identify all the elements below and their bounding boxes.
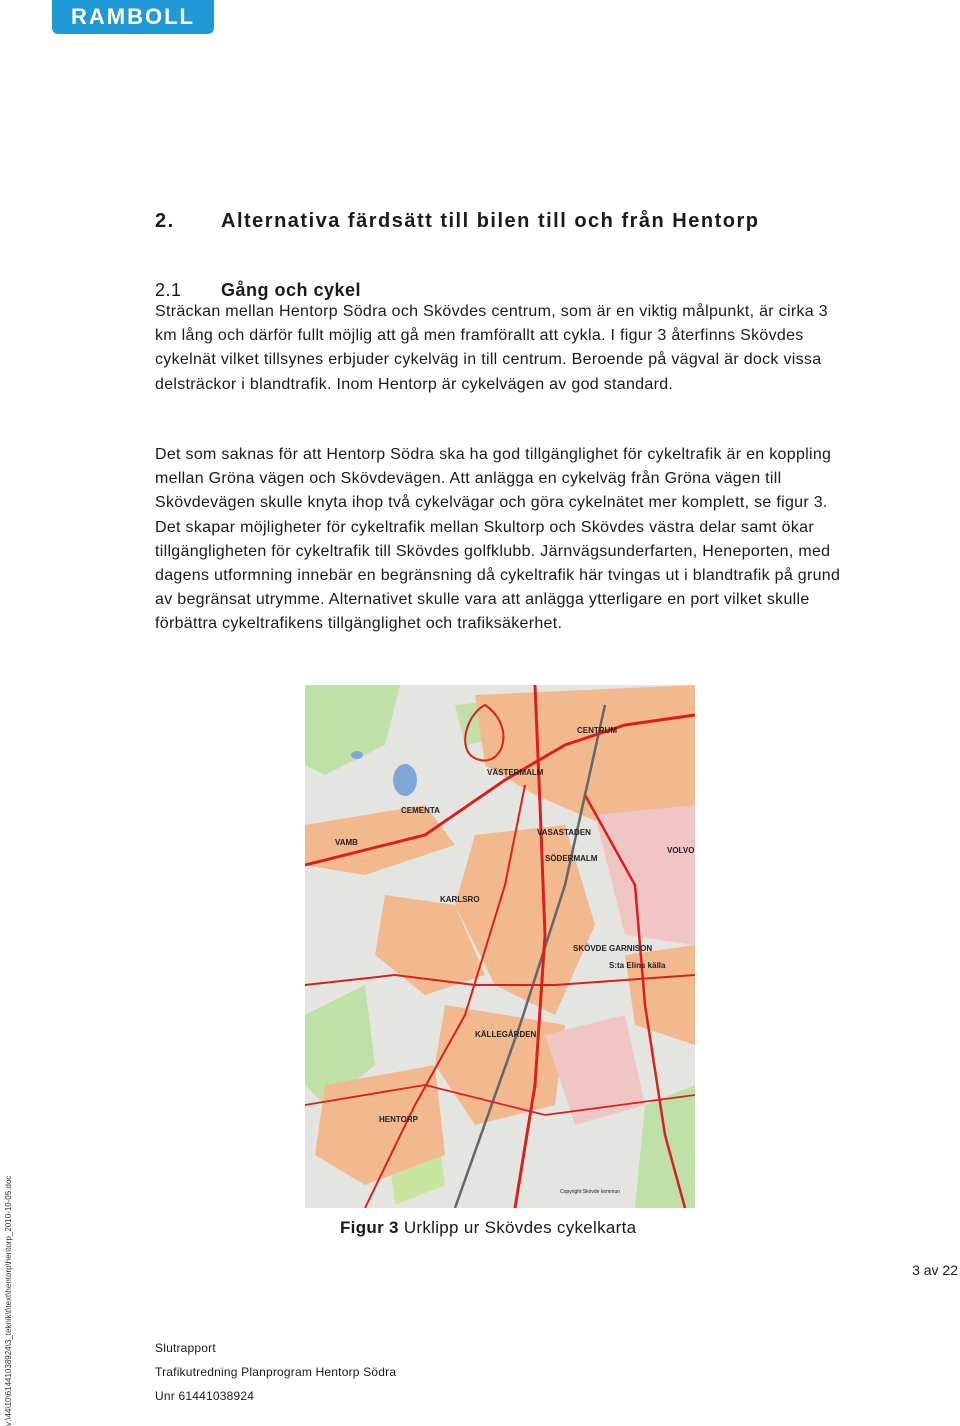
map-built-area <box>435 1005 565 1125</box>
section-heading <box>155 210 759 233</box>
map-green-area <box>305 685 400 775</box>
map-built-area <box>625 945 695 1045</box>
map-label-centrum: CENTRUM <box>577 726 617 735</box>
footer-report-type: Slutrapport <box>155 1341 216 1355</box>
subsection-heading <box>155 280 361 301</box>
map-industrial-area <box>595 805 695 945</box>
map-label-volvo: VOLVO <box>667 846 695 855</box>
footer-project-name: Trafikutredning Planprogram Hentorp Södra <box>155 1365 397 1379</box>
map-label-skovde-garnison: SKÖVDE GARNISON <box>573 944 653 953</box>
map-lake <box>351 751 363 759</box>
side-file-path: v:\44\10\61441038924\3_teknik\t\text\hentorp\hentorp_2010-10-05.doc <box>4 1175 13 1426</box>
paragraph-2: Det som saknas för att Hentorp Södra ska ha god tillgänglighet för cykeltrafik är en koppling mellan Gröna vägen och Skövdevägen. Att anlägga en cykelväg från Gröna vägen till Skövdevägen skulle knyta ihop två cykelvägar och göra cykelnätet mer komplett, se figur 3. Det skapar möjligheter för cykeltrafik mellan Skultorp och Skövdes västra delar samt ökar tillgängligheten för cykeltrafik till Skövdes golfklubb. Järnvägsunderfarten, Heneporten, med dagens utformning innebär en begränsning då cykeltrafik här tvingas ut i blandtrafik på grund av begränsat utrymme. Alternativet skulle vara att anlägga ytterligare en port vilket skulle förbättra cykeltrafikens tillgänglighet och trafiksäkerhet. <box>155 446 841 633</box>
subsection-number: 2.1 <box>155 280 182 300</box>
map-label-karlsro: KARLSRO <box>440 895 480 904</box>
map-lake <box>393 764 417 796</box>
figure-label: Figur 3 <box>340 1218 399 1237</box>
figure-caption <box>340 1218 636 1238</box>
map-label-vamb: VAMB <box>335 838 358 847</box>
map-label-sta-elins-kalla: S:ta Elins källa <box>609 961 666 970</box>
map-label-vasastaden: VASASTADEN <box>537 828 591 837</box>
map-label-vastermalm: VÄSTERMALM <box>487 768 544 777</box>
map-label-kallegarden: KÄLLEGÅRDEN <box>475 1030 537 1039</box>
paragraph-1: Sträckan mellan Hentorp Södra och Skövdes centrum, som är en viktig målpunkt, är cirka 3 km lång och därför fullt möjlig att gå men framförallt att cykla. I figur 3 återfinns Skövdes cykelnät vilket tillsynes erbjuder cykelväg in till centrum. Beroende på vägval är dock vissa delsträckor i blandtrafik. Inom Hentorp är cykelvägen av god standard. <box>155 303 828 393</box>
subsection-title: Gång och cykel <box>221 280 362 300</box>
figure-caption-text: Urklipp ur Skövdes cykelkarta <box>403 1218 637 1237</box>
footer-project-number: Unr 61441038924 <box>155 1389 255 1403</box>
map-label-sodermalm: SÖDERMALM <box>545 854 598 863</box>
ramboll-logo: RAMBOLL <box>52 0 214 34</box>
map-graphic <box>305 685 695 1208</box>
page-number: 3 av 22 <box>912 1262 958 1278</box>
map-built-area <box>475 685 695 825</box>
map-label-hentorp: HENTORP <box>379 1115 418 1124</box>
map-copyright: Copyright Skövde kommun <box>560 1189 621 1195</box>
map-built-area <box>305 805 455 875</box>
section-title: Alternativa färdsätt till bilen till och från Hentorp <box>221 210 760 232</box>
map-label-cementa: CEMENTA <box>401 806 440 815</box>
bicycle-map-figure <box>305 685 695 1208</box>
section-number: 2. <box>155 210 175 232</box>
